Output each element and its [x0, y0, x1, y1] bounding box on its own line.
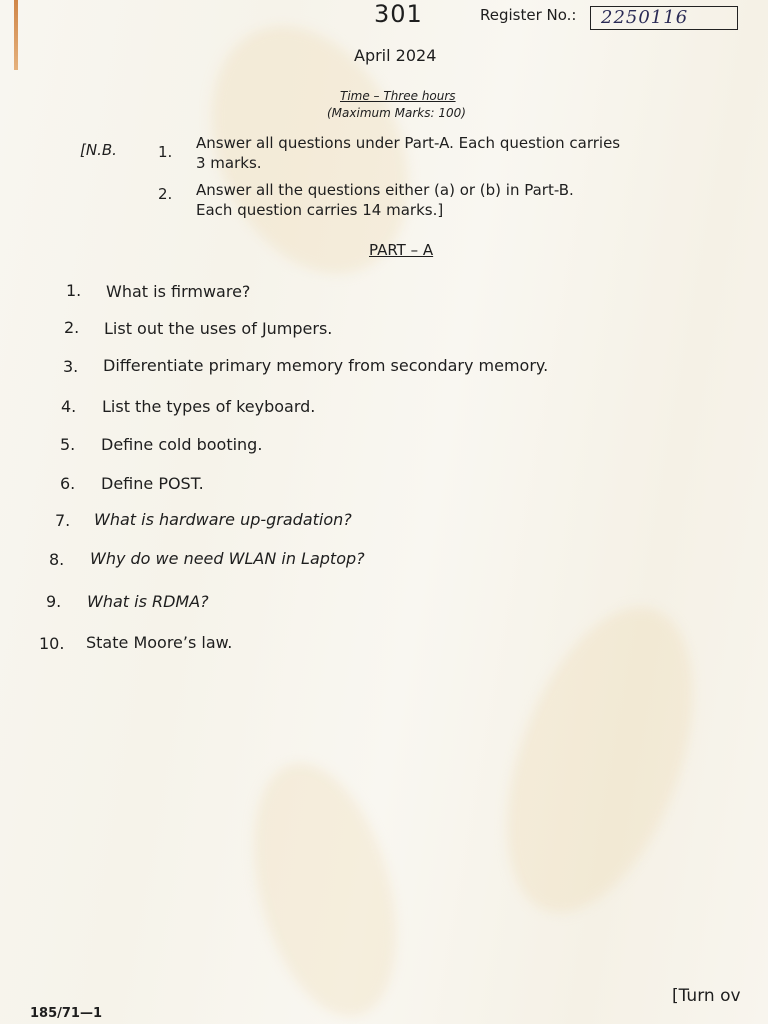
- question-number: 8.: [49, 550, 65, 569]
- question-number: 4.: [61, 397, 77, 416]
- paper-footer-code: 185/71—1: [30, 1006, 103, 1021]
- question-number: 7.: [55, 511, 71, 530]
- turn-over-note: [Turn ov: [672, 986, 741, 1006]
- register-number-box: [590, 6, 738, 30]
- question-text: What is hardware up-gradation?: [94, 510, 352, 529]
- instruction-line: Answer all questions under Part-A. Each question carries: [196, 134, 621, 152]
- register-label: Register No.:: [480, 6, 577, 24]
- question-text: What is RDMA?: [87, 592, 209, 611]
- instruction-line: 3 marks.: [196, 154, 262, 172]
- binding-edge-mark: [14, 0, 18, 70]
- register-number: 2250116: [601, 7, 689, 28]
- paper-code: 301: [374, 0, 423, 28]
- nb-tag: [N.B.: [80, 141, 117, 159]
- instruction-number: 2.: [158, 185, 173, 203]
- question-text: What is firmware?: [106, 282, 251, 301]
- instruction-item: [196, 180, 696, 220]
- paper-stain: [229, 748, 422, 1024]
- question-number: 6.: [60, 474, 76, 493]
- instruction-line: Answer all the questions either (a) or (b) in Part-B.: [196, 181, 574, 199]
- question-number: 3.: [63, 357, 79, 376]
- question-text: Differentiate primary memory from secondary memory.: [103, 356, 549, 375]
- question-number: 2.: [64, 318, 80, 337]
- instruction-item: [196, 133, 696, 173]
- question-text: Why do we need WLAN in Laptop?: [90, 549, 365, 568]
- question-number: 9.: [46, 592, 62, 611]
- instruction-line: Each question carries 14 marks.]: [196, 201, 444, 219]
- maximum-marks: (Maximum Marks: 100): [327, 106, 466, 120]
- exam-date: April 2024: [354, 46, 437, 65]
- exam-duration: Time – Three hours: [340, 89, 456, 103]
- question-text: Define POST.: [101, 474, 204, 493]
- part-a-title: PART – A: [369, 241, 434, 259]
- question-text: List the types of keyboard.: [102, 397, 316, 416]
- question-text: State Moore’s law.: [86, 633, 233, 652]
- instruction-number: 1.: [158, 143, 173, 161]
- question-number: 10.: [39, 634, 65, 653]
- question-number: 5.: [60, 435, 76, 454]
- question-text: List out the uses of Jumpers.: [104, 319, 333, 338]
- paper-stain: [470, 582, 730, 937]
- question-number: 1.: [66, 281, 82, 300]
- question-text: Define cold booting.: [101, 435, 263, 454]
